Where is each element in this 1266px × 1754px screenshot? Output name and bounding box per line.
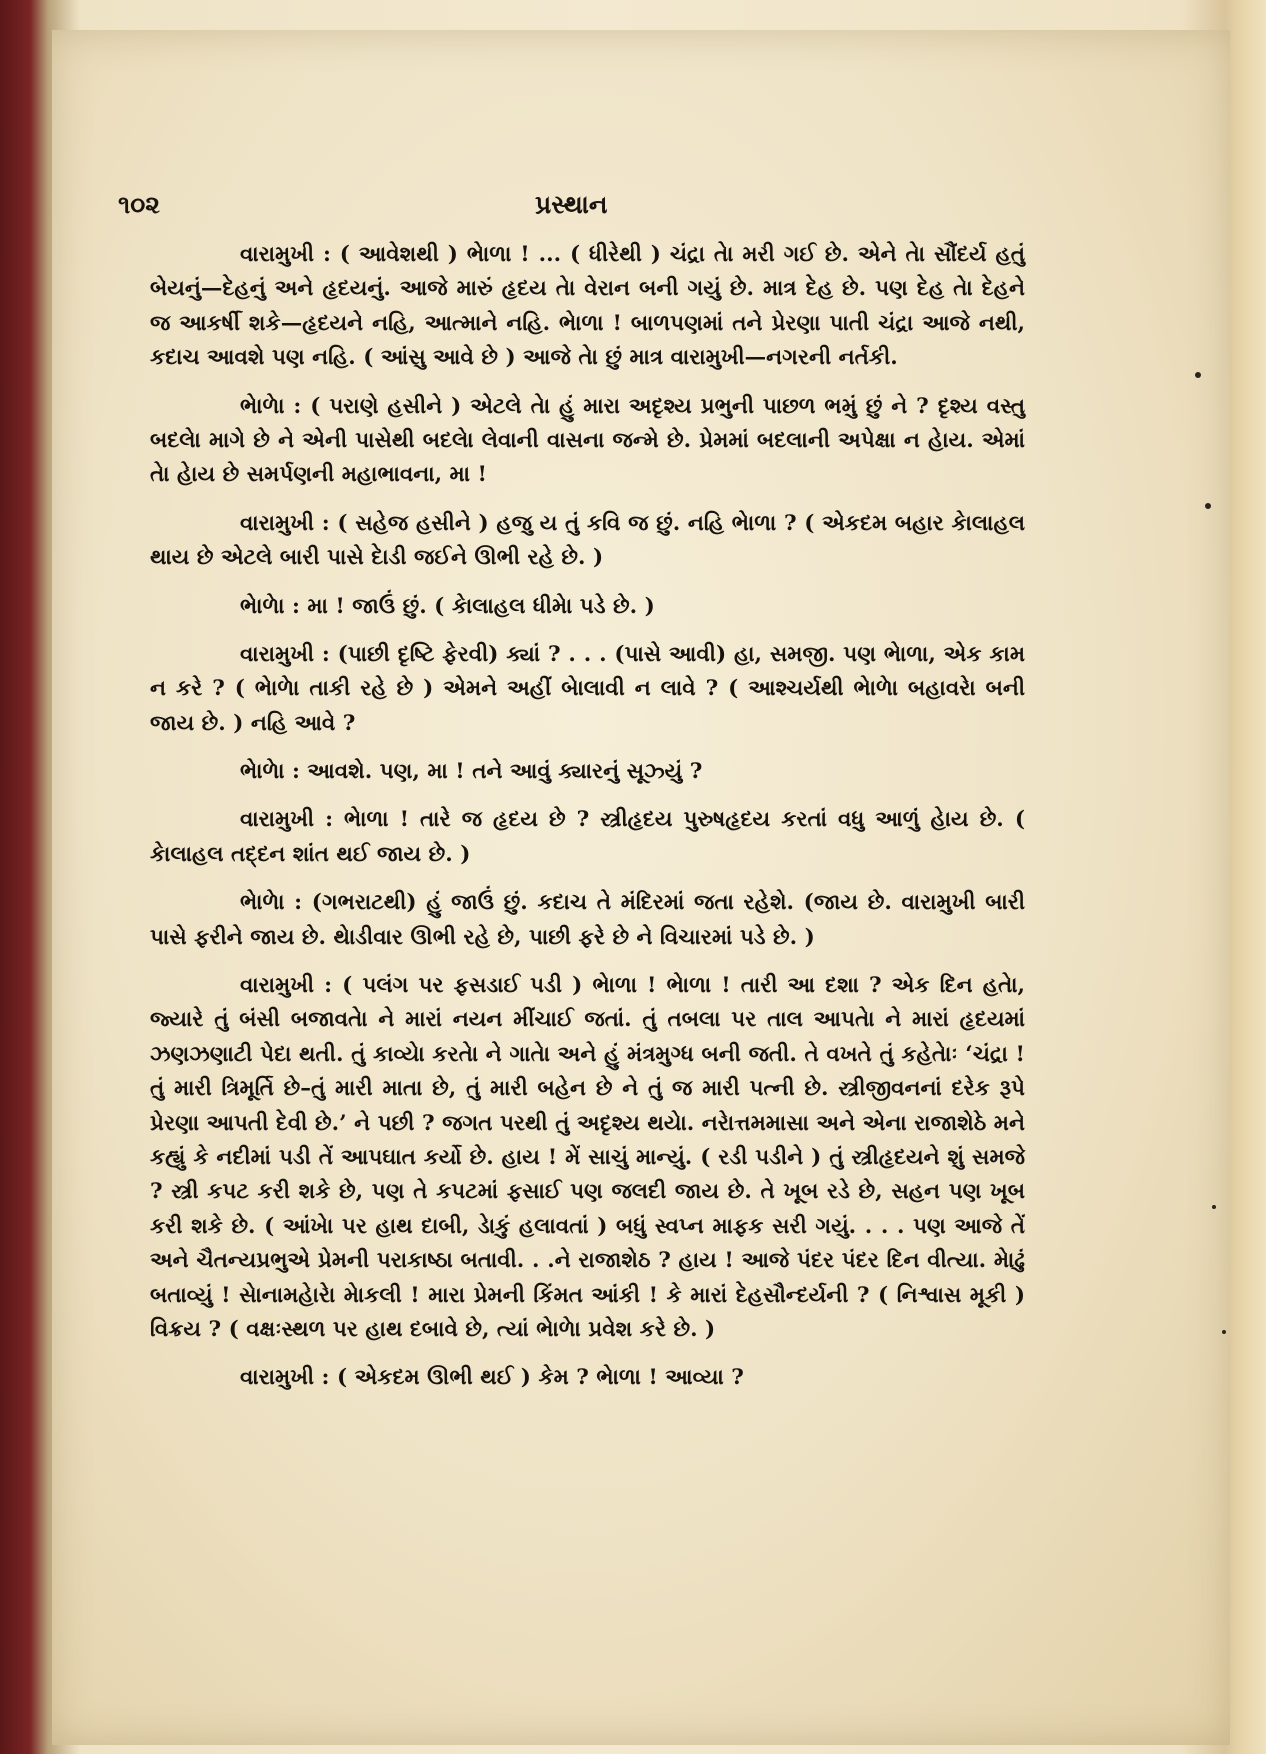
paragraph: ભેાળેા : (ગભરાટથી) હું જાઉં છું. કદાચ તે મંદિરમાં જતા રહેશે. (જાય છે. વારામુખી બારી પાસે ફરીને જાય છે. થેાડીવાર ઊભી રહે છે, પાછી ફરે છે ને વિચારમાં પડે છે. ) [150, 890, 1025, 950]
paragraph: વારામુખી : ( સહેજ હસીને ) હજુ ય તું કવિ જ છું. નહિ ભેાળા ? ( એકદમ બહાર કેાલાહલ થાય છે એટલે બારી પાસે દેાડી જઈને ઊભી રહે છે. ) [150, 510, 1025, 571]
speck-mark [1195, 372, 1201, 378]
dialogue-body [150, 238, 1025, 1410]
paragraph: વારામુખી : (પાછી દૃષ્ટિ ફેરવી) ક્યાં ? . . . (પાસે આવી) હા, સમજી. પણ ભેાળા, એક કામ ન કરે ? ( ભેાળેા તાકી રહે છે ) એમને અહીં બેાલાવી ન લાવે ? ( આશ્ચર્યથી ભેાળેા બહાવરેા બની જાય છે. ) નહિ આવે ? [150, 641, 1025, 736]
paragraph: વારામુખી : ( આવેશથી ) ભેાળા ! ... ( ધીરેથી ) ચંદ્રા તેા મરી ગઈ છે. એને તેા સૌંદર્ય હતું બેયનું—દેહનું અને હૃદયનું. આજે મારું હૃદય તેા વેરાન બની ગયું છે. માત્ર દેહ છે. પણ દેહ તેા દેહને જ આકર્ષી શકે—હૃદયને નહિ, આત્માને નહિ. ભેાળા ! બાળપણમાં તને પ્રેરણા પાતી ચંદ્રા આજે નથી, કદાચ આવશે પણ નહિ. ( આંસુ આવે છે ) આજે તેા છું માત્ર વારામુખી—નગરની નર્તકી. [150, 242, 1025, 371]
paragraph: વારામુખી : ( પલંગ પર ફસડાઈ પડી ) ભેાળા ! ભેાળા ! તારી આ દશા ? એક દિન હતેા, જ્યારે તું બંસી બજાવતેા ને મારાં નયન મીંચાઈ જતાં. તું તબલા પર તાલ આપતેા ને મારાં હૃદયમાં ઝણઝણાટી પેદા થતી. તું કાવ્યેા કરતેા ને ગાતેા અને હું મંત્રમુગ્ધ બની જતી. તે વખતે તું કહેતેાઃ ‘ચંદ્રા ! તું મારી ત્રિમૂર્તિ છે–તું મારી માતા છે, તું મારી બહેન છે ને તું જ મારી પત્ની છે. સ્ત્રીજીવનનાં દરેક રૂપે પ્રેરણા આપતી દેવી છે.’ ને પછી ? જગત પરથી તું અદૃશ્ય થયેા. નરેાત્તમમાસા અને એના રાજાશેઠે મને કહ્યું કે નદીમાં પડી તેં આપઘાત કર્યો છે. હાય ! મેં સાચું માન્યું. ( રડી પડીને ) તું સ્ત્રીહૃદયને શું સમજે ? સ્ત્રી કપટ કરી શકે છે, પણ તે કપટમાં ફસાઈ પણ જલદી જાય છે. તે ખૂબ રડે છે, સહન પણ ખૂબ કરી શકે છે. ( આંખેા પર હાથ દાબી, ડેાકું હલાવતાં ) બધું સ્વપ્ન માફક સરી ગયું. . . . પણ આજે તેં અને ચૈતન્યપ્રભુએ પ્રેમની પરાકાષ્ઠા બતાવી. . .ને રાજાશેઠ ? હાય ! આજે પંદર પંદર દિન વીત્યા. મેાઢું બતાવ્યું ! સેાનામહેારેા મેાકલી ! મારા પ્રેમની કિંમત આંકી ! કે મારાં દેહસૌન્દર્યની ? ( નિશ્વાસ મૂકી ) વિક્રય ? ( વક્ષઃસ્થળ પર હાથ દબાવે છે, ત્યાં ભેાળેા પ્રવેશ કરે છે. ) [150, 973, 1025, 1342]
speck-mark [1222, 1330, 1226, 1334]
paragraph: ભેાળેા : ( પરાણે હસીને ) એટલે તેા હું મારા અદૃશ્ય પ્રભુની પાછળ ભમું છું ને ? દૃશ્ય વસ્તુ બદલેા માગે છે ને એની પાસેથી બદલેા લેવાની વાસના જન્મે છે. પ્રેમમાં બદલાની અપેક્ષા ન હેાય. એમાં તેા હેાય છે સમર્પણની મહાભાવના, મા ! [150, 393, 1025, 488]
running-title: પ્રસ્થાન [535, 190, 608, 219]
speck-mark [1205, 503, 1211, 509]
speck-mark [1212, 1205, 1216, 1209]
page-number: ૧૦૨ [118, 190, 160, 219]
paragraph: વારામુખી : ભેાળા ! તારે જ હૃદય છે ? સ્ત્રીહૃદય પુરુષહૃદય કરતાં વધુ આળું હેાય છે. ( કેાલાહલ તદ્દન શાંત થઈ જાય છે. ) [150, 807, 1025, 867]
paragraph: ભેાળેા : મા ! જાઉં છું. ( કેાલાહલ ધીમેા પડે છે. ) [240, 593, 655, 619]
paragraph: ભેાળેા : આવશે. પણ, મા ! તને આવું ક્યારનું સૂઝ્યું ? [240, 759, 703, 785]
paragraph: વારામુખી : ( એકદમ ઊભી થઈ ) કેમ ? ભેાળા ! આવ્યા ? [240, 1365, 744, 1391]
